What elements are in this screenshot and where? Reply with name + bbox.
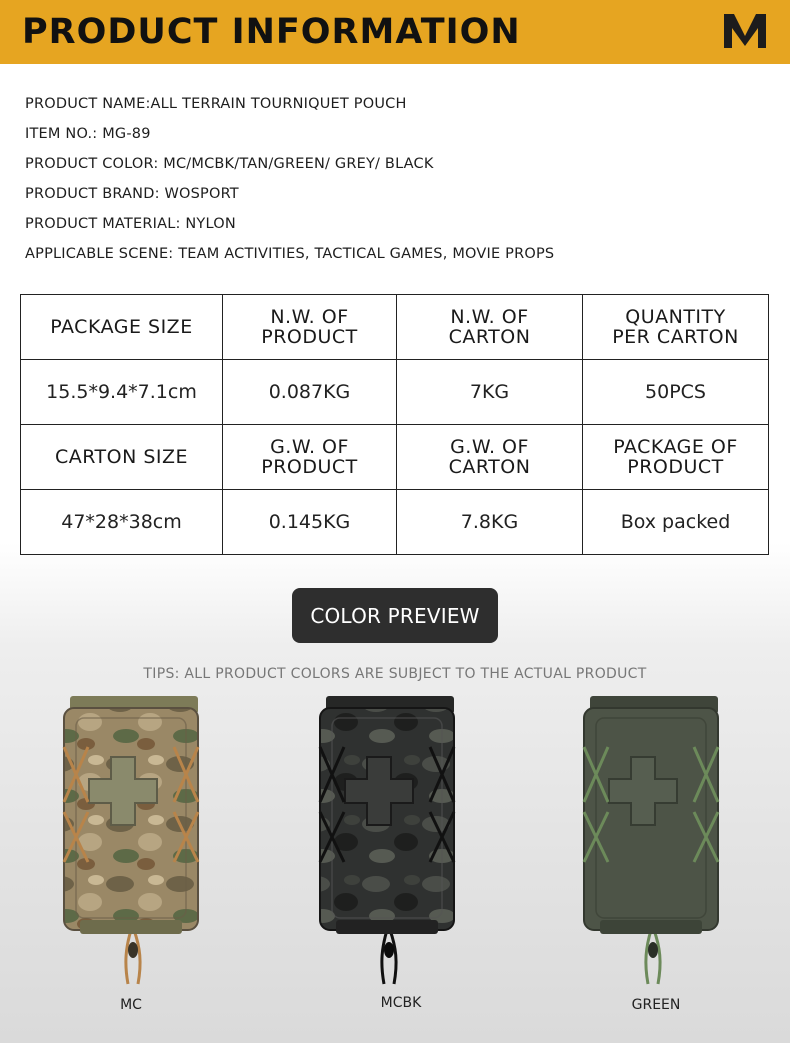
spec-value: 7KG [397, 360, 583, 425]
color-preview-button[interactable]: COLOR PREVIEW [292, 588, 498, 643]
spec-value: 15.5*9.4*7.1cm [21, 360, 223, 425]
spec-value: 50PCS [583, 360, 769, 425]
spec-header: QUANTITY PER CARTON [583, 295, 769, 360]
pouch-mc-image [46, 692, 216, 992]
item-number: ITEM NO.: MG-89 [25, 126, 151, 142]
spec-value: 0.145KG [223, 490, 397, 555]
w-logo-icon [722, 12, 768, 50]
spec-header: G.W. OF CARTON [397, 425, 583, 490]
color-label-green: GREEN [631, 997, 681, 1013]
spec-header: G.W. OF PRODUCT [223, 425, 397, 490]
spec-header: N.W. OF CARTON [397, 295, 583, 360]
pouch-mcbk-image [302, 692, 472, 992]
spec-header: CARTON SIZE [21, 425, 223, 490]
table-row [21, 295, 769, 360]
product-material: PRODUCT MATERIAL: NYLON [25, 216, 236, 232]
product-color: PRODUCT COLOR: MC/MCBK/TAN/GREEN/ GREY/ BLACK [25, 156, 434, 172]
spec-header: N.W. OF PRODUCT [223, 295, 397, 360]
header-bar [0, 0, 790, 64]
table-row [21, 360, 769, 425]
product-name: PRODUCT NAME:ALL TERRAIN TOURNIQUET POUCH [25, 96, 407, 112]
applicable-scene: APPLICABLE SCENE: TEAM ACTIVITIES, TACTICAL GAMES, MOVIE PROPS [25, 246, 555, 262]
product-info-list [25, 89, 554, 269]
spec-value: 7.8KG [397, 490, 583, 555]
spec-header: PACKAGE SIZE [21, 295, 223, 360]
page-title: PRODUCT INFORMATION [22, 12, 521, 52]
spec-value: Box packed [583, 490, 769, 555]
spec-value: 0.087KG [223, 360, 397, 425]
pouch-green-image [566, 692, 736, 992]
color-label-mcbk: MCBK [380, 995, 422, 1011]
spec-header: PACKAGE OF PRODUCT [583, 425, 769, 490]
product-brand: PRODUCT BRAND: WOSPORT [25, 186, 239, 202]
table-row [21, 490, 769, 555]
color-label-mc: MC [120, 997, 142, 1013]
tips-text: TIPS: ALL PRODUCT COLORS ARE SUBJECT TO THE ACTUAL PRODUCT [143, 666, 647, 682]
spec-table [20, 294, 769, 555]
table-row [21, 425, 769, 490]
spec-value: 47*28*38cm [21, 490, 223, 555]
